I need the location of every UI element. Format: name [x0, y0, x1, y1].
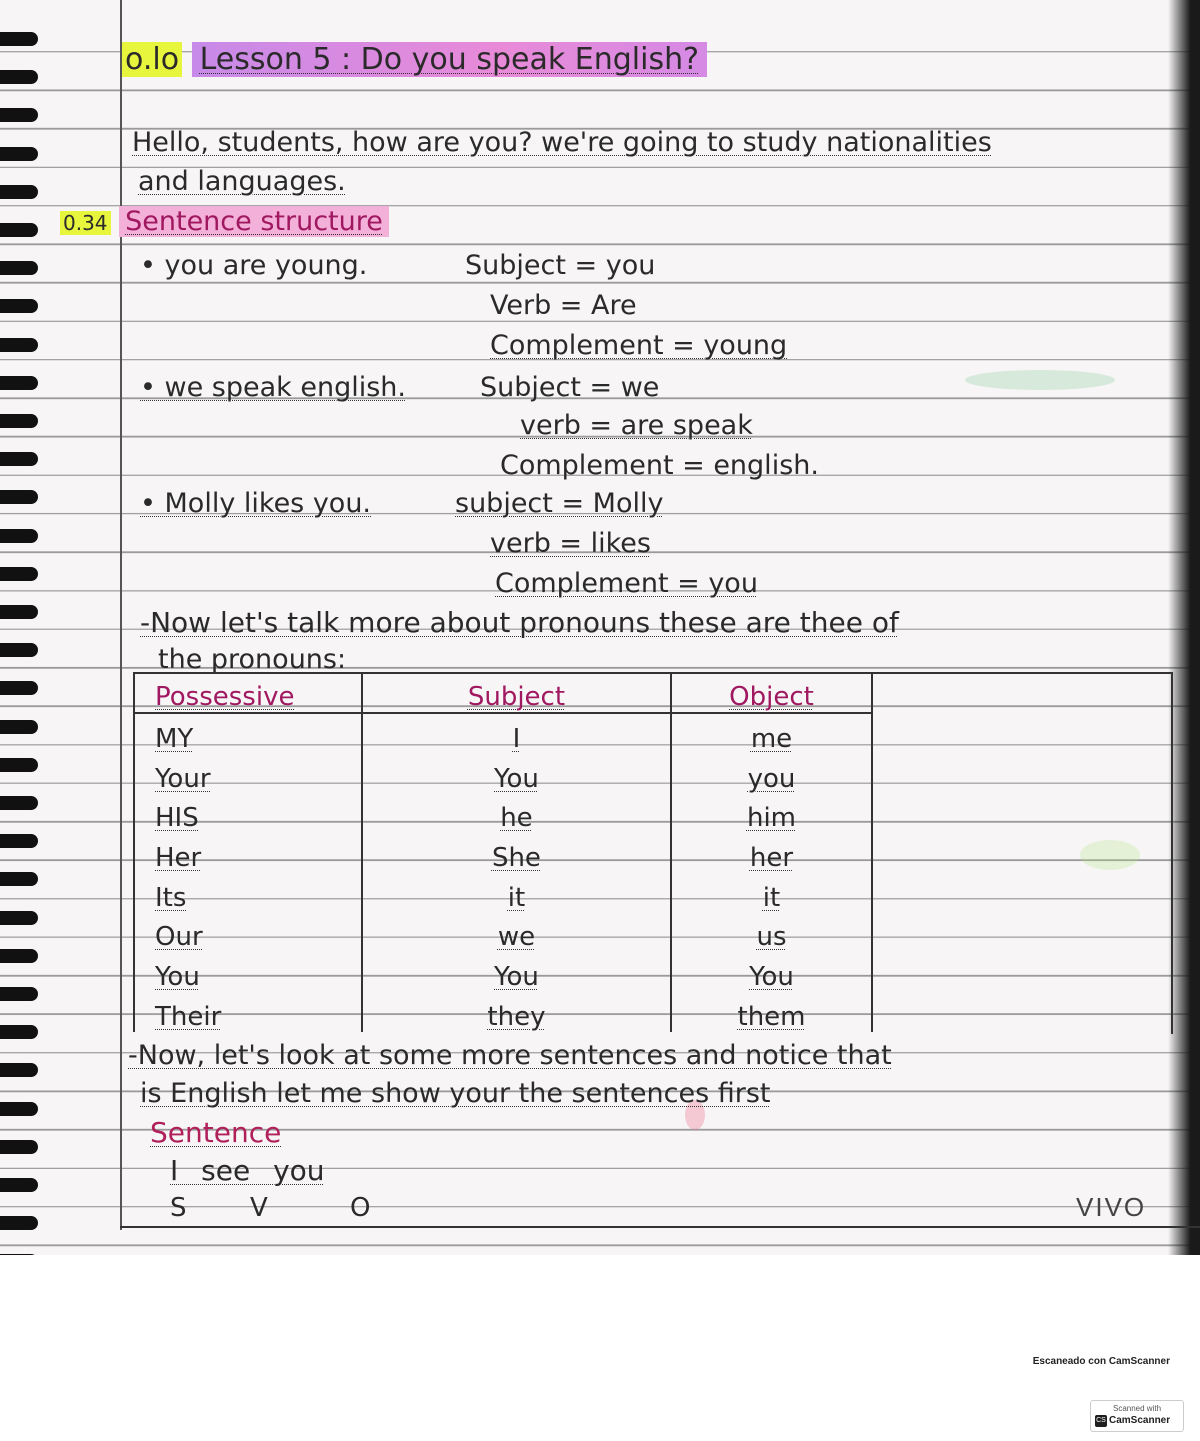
lesson-header [122, 42, 707, 77]
subject-cell: I [362, 713, 671, 754]
possessive-cell: Its [134, 873, 362, 913]
example-1-subject: Subject = you [465, 250, 656, 281]
subject-cell: he [362, 794, 671, 834]
possessive-cell: Your [134, 754, 362, 794]
possessive-cell: HIS [134, 794, 362, 834]
camscanner-badge [1090, 1400, 1184, 1432]
object-cell: you [671, 754, 872, 794]
object-cell: him [671, 794, 872, 834]
table-row [134, 952, 872, 992]
binding-ring [0, 643, 38, 657]
camscanner-footer: Escaneado con CamScanner [1032, 1356, 1170, 1367]
object-cell: us [671, 913, 872, 953]
object-cell: her [671, 833, 872, 873]
binding-ring [0, 1063, 38, 1077]
subject-cell: She [362, 833, 671, 873]
pronoun-table [133, 672, 873, 1032]
binding-ring [0, 758, 38, 772]
sentence-part-s: S [170, 1193, 187, 1223]
table-row [134, 754, 872, 794]
example-3-complement: Complement = you [495, 568, 758, 599]
binding-ring [0, 338, 38, 352]
table-row [134, 992, 872, 1032]
binding-ring [0, 1140, 38, 1154]
sentence-part-o: O [350, 1193, 371, 1223]
closing-line-1: -Now, let's look at some more sentences and notice that [128, 1040, 892, 1071]
binding-ring [0, 1216, 38, 1230]
camscanner-logo-icon: CS [1095, 1415, 1107, 1427]
binding-ring [0, 1178, 38, 1192]
example-3-subject: subject = Molly [455, 488, 664, 519]
binding-ring [0, 490, 38, 504]
binding-ring [0, 1102, 38, 1116]
binding-ring [0, 796, 38, 810]
object-cell: them [671, 992, 872, 1032]
table-row [134, 833, 872, 873]
binding-ring [0, 70, 38, 84]
vivo-watermark: VIVO [1076, 1192, 1147, 1222]
page-edge-shadow [1168, 0, 1200, 1255]
example-2-complement: Complement = english. [500, 450, 819, 481]
intro-line-1: Hello, students, how are you? we're going to study nationalities [132, 127, 992, 158]
binding-ring [0, 223, 38, 237]
example-3-verb: verb = likes [490, 528, 651, 559]
sentence-label: Sentence [150, 1116, 282, 1149]
possessive-cell: Their [134, 992, 362, 1032]
possessive-cell: Our [134, 913, 362, 953]
table-row [134, 873, 872, 913]
binding-ring [0, 299, 38, 313]
example-1-sentence: • you are young. [140, 250, 368, 281]
table-row [134, 794, 872, 834]
header-possessive: Possessive [134, 673, 362, 713]
section-timestamp: 0.34 [60, 211, 111, 235]
binding-ring [0, 529, 38, 543]
binding-ring [0, 452, 38, 466]
possessive-cell: Her [134, 833, 362, 873]
subject-cell: it [362, 873, 671, 913]
binding-ring [0, 185, 38, 199]
binding-ring [0, 605, 38, 619]
subject-cell: they [362, 992, 671, 1032]
pronouns-intro-line-1: -Now let's talk more about pronouns these are thee of [140, 606, 899, 639]
example-2-subject: Subject = we [480, 372, 660, 403]
intro-line-2: and languages. [138, 166, 346, 197]
binding-ring [0, 376, 38, 390]
badge-top-text: Scanned with [1112, 1404, 1162, 1413]
possessive-cell: You [134, 952, 362, 992]
subject-cell: You [362, 754, 671, 794]
lesson-title: Lesson 5 : Do you speak English? [192, 42, 707, 77]
possessive-cell: MY [134, 713, 362, 754]
example-sentence: I see you [170, 1154, 325, 1187]
binding-ring [0, 834, 38, 848]
binding-ring [0, 681, 38, 695]
binding-ring [0, 911, 38, 925]
example-1-complement: Complement = young [490, 330, 788, 361]
spiral-binding [0, 0, 40, 1255]
binding-ring [0, 720, 38, 734]
binding-ring [0, 949, 38, 963]
pronouns-intro-line-2: the pronouns: [158, 644, 347, 675]
binding-ring [0, 872, 38, 886]
example-2-verb: verb = are speak [520, 410, 753, 441]
page-bottom-edge [120, 1226, 1200, 1228]
section-heading-row [60, 206, 389, 237]
binding-ring [0, 32, 38, 46]
object-cell: me [671, 713, 872, 754]
binding-ring [0, 567, 38, 581]
margin-line [120, 0, 122, 1230]
header-object: Object [671, 673, 872, 713]
ink-smudge [965, 370, 1115, 390]
subject-cell: we [362, 913, 671, 953]
binding-ring [0, 108, 38, 122]
example-2-sentence: • we speak english. [140, 372, 406, 403]
subject-cell: You [362, 952, 671, 992]
sentence-part-v: V [250, 1193, 268, 1223]
table-row [134, 713, 872, 754]
section-heading: Sentence structure [119, 206, 389, 237]
table-empty-column [873, 672, 1173, 1034]
header-subject: Subject [362, 673, 671, 713]
binding-ring [0, 147, 38, 161]
example-1-verb: Verb = Are [490, 290, 637, 321]
binding-ring [0, 414, 38, 428]
binding-ring [0, 987, 38, 1001]
object-cell: it [671, 873, 872, 913]
object-cell: You [671, 952, 872, 992]
badge-name-text: CamScanner [1109, 1415, 1171, 1426]
table-header-row [134, 673, 872, 713]
binding-ring [0, 1025, 38, 1039]
binding-ring [0, 1254, 38, 1255]
binding-ring [0, 261, 38, 275]
header-timestamp: o.lo [122, 42, 182, 77]
table-row [134, 913, 872, 953]
example-3-sentence: • Molly likes you. [140, 488, 372, 519]
closing-line-2: is English let me show your the sentences first [140, 1078, 771, 1109]
